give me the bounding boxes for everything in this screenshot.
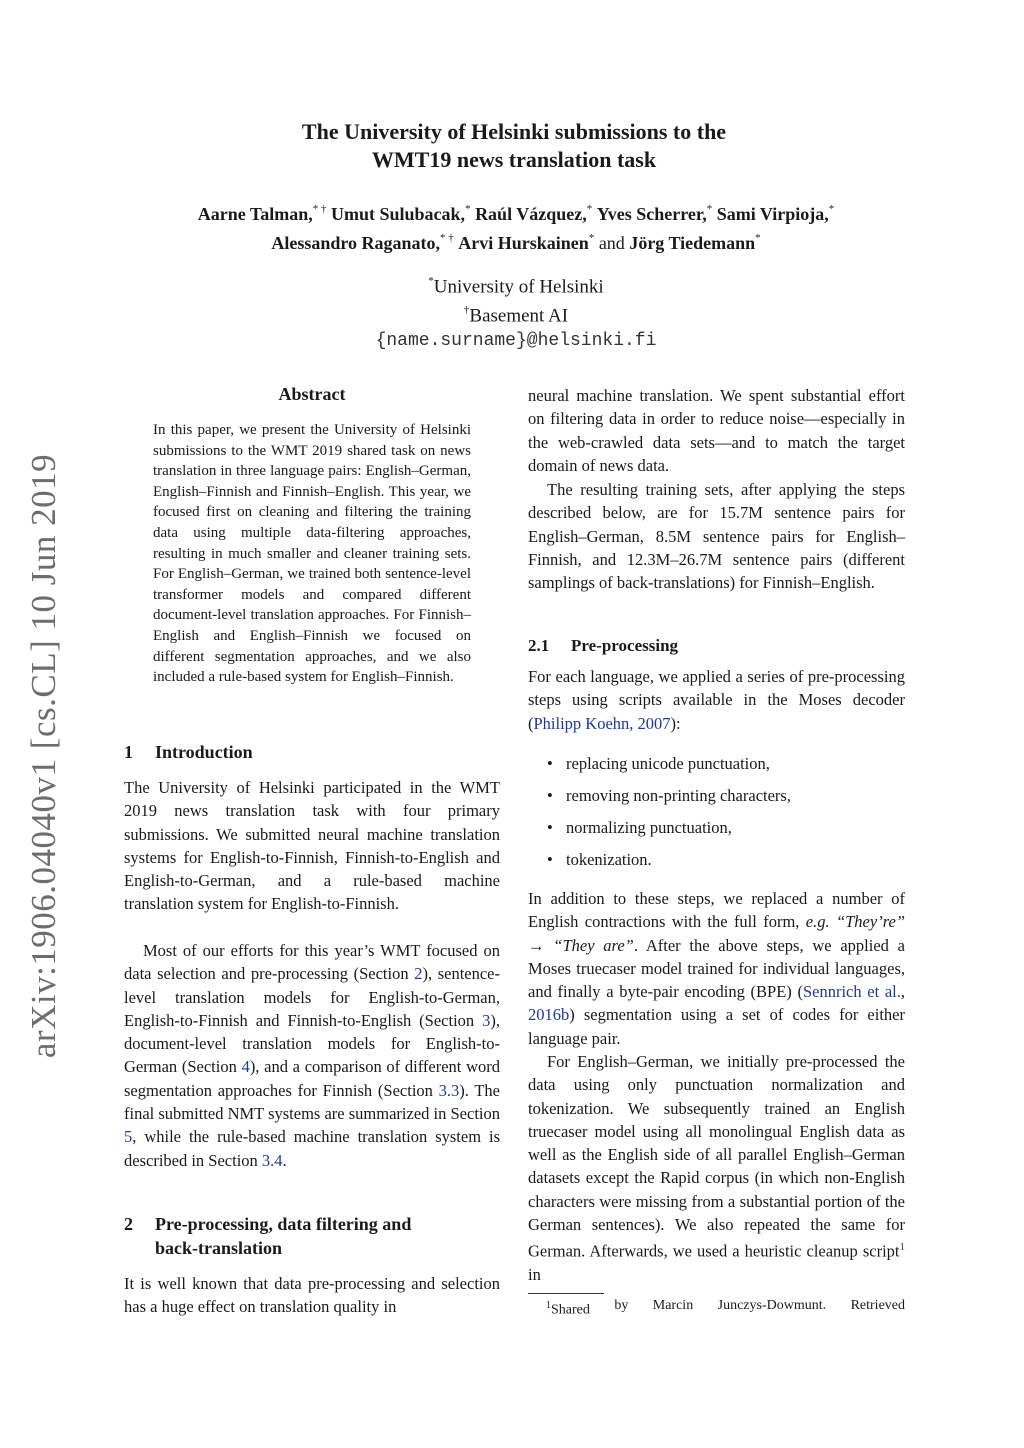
affiliation-mark: * <box>706 203 713 215</box>
text-span: ): <box>670 713 681 733</box>
author-name: Yves Scherrer, <box>596 204 707 224</box>
preprocessing-paragraph-2 <box>528 887 905 1050</box>
text-span: , while the rule-based machine translation system is described in Section <box>124 1127 500 1170</box>
citation-link[interactable]: Philipp Koehn, 2007 <box>533 713 671 733</box>
author-line-1 <box>0 198 1024 227</box>
title-line-1: The University of Helsinki submissions to the <box>301 119 727 144</box>
author-conjunction: and <box>598 233 625 253</box>
affiliation-mark: * <box>755 232 761 244</box>
paper-title <box>0 118 1024 174</box>
section-2-paragraph-1: It is well known that data pre-processing and selection has a huge effect on translation quality in <box>124 1274 500 1317</box>
text-span: ). The final submitted NMT systems are summarized in Section <box>124 1080 500 1124</box>
intro-paragraph-2 <box>124 939 500 1172</box>
affiliation-mark: * † <box>312 203 327 215</box>
section-2-1-heading <box>528 634 905 658</box>
text-span: . <box>282 1150 287 1170</box>
section-ref-link[interactable]: 5 <box>124 1127 133 1147</box>
section-ref-link[interactable]: 3 <box>482 1010 491 1030</box>
text-span: ), and a comparison of different word segmentation approaches for Finnish (Section <box>124 1057 500 1100</box>
list-item: • replacing unicode punctuation, <box>547 748 791 780</box>
text-span: e.g. <box>805 912 830 932</box>
author-name: Umut Sulubacak, <box>331 204 466 224</box>
affiliation-mark: * <box>586 203 593 215</box>
section-title-line-2: back-translation <box>155 1238 283 1258</box>
author-name: Alessandro Raganato, <box>271 233 441 253</box>
intro-paragraph-1: The University of Helsinki participated in the WMT 2019 news translation task with four primary submissions. We submitted neural machine translation systems for English-to-Finnish, Finnish-to-English and English-to-German, and a rule-based machine translation system for English-to-Finnish. <box>124 778 500 914</box>
footnote-word <box>546 1297 590 1320</box>
section-1-heading <box>124 740 500 764</box>
section-ref-link[interactable]: 2 <box>414 964 423 984</box>
citation-link[interactable]: Sennrich et al. <box>802 982 901 1002</box>
text-span: in <box>528 1265 541 1285</box>
author-line-2 <box>0 227 1024 256</box>
preprocessing-paragraph-3 <box>528 1050 905 1286</box>
list-item: • normalizing punctuation, <box>547 812 791 844</box>
footnote-row <box>528 1297 905 1320</box>
footnote-ref-link[interactable]: 1 <box>899 1241 905 1254</box>
list-item: • tokenization. <box>547 844 791 876</box>
abstract-heading: Abstract <box>278 384 346 404</box>
citation-link[interactable]: 2016b <box>528 1005 570 1025</box>
author-name: Jörg Tiedemann <box>629 233 756 253</box>
section-title-line-1: Pre-processing, data filtering and <box>155 1214 412 1234</box>
author-name: Arvi Hurskainen <box>458 233 589 253</box>
footnote-word: Junczys-Dowmunt. <box>717 1298 827 1313</box>
affiliation-2 <box>0 299 1024 328</box>
contact-email[interactable]: {name.surname}@helsinki.fi <box>375 330 657 351</box>
affiliation-mark: * <box>828 203 835 215</box>
quoted-text: “They’re” <box>835 912 906 932</box>
preprocessing-steps-list <box>547 748 791 876</box>
affiliation-name: University of Helsinki <box>433 276 604 298</box>
section-2-paragraph-2: The resulting training sets, after applying the steps described below, are for 15.7M sentence pairs for English–German, 8.5M sentence pairs for English–Finnish, and 12.3M–26.7M sentence pairs (different samplings of back-translations) for Finnish–English. <box>528 480 905 593</box>
section-title: Introduction <box>155 742 253 762</box>
author-name: Aarne Talman, <box>197 204 313 224</box>
list-item: • removing non-printing characters, <box>547 780 791 812</box>
section-number: 2 <box>124 1214 133 1234</box>
section-title: Pre-processing <box>571 636 679 655</box>
affiliation-mark: * † <box>440 232 454 244</box>
affiliation-1 <box>0 270 1024 299</box>
author-name: Raúl Vázquez, <box>475 204 587 224</box>
affiliations <box>0 270 1024 353</box>
text-span: ), document-level translation models for English-to-German (Section <box>124 1010 500 1077</box>
text-span: , <box>900 982 906 1002</box>
text-span: ), sentence-level translation models for English-to-German, English-to-Finnish and Finnish-to-English (Section <box>124 964 500 1030</box>
abstract-text: In this paper, we present the University of Helsinki submissions to the WMT 2019 shared task on news translation in three language pairs: English–German, English–Finnish and Finnish–English. This year, we focused first on cleaning and filtering the training data using multiple data-filtering approaches, resulting in much smaller and cleaner training sets. For English–German, we trained both sentence-level transformer models and compared different document-level translation approaches. For Finnish–English and English–Finnish we focused on different segmentation approaches, and we also included a rule-based system for English–Finnish. <box>153 422 471 686</box>
section-ref-link[interactable]: 4 <box>241 1057 250 1077</box>
section-ref-link[interactable]: 3.4 <box>261 1150 283 1170</box>
affiliation-mark: * <box>428 275 434 287</box>
footnote <box>528 1297 905 1320</box>
author-list <box>0 198 1024 256</box>
preprocessing-paragraph-1 <box>528 665 905 735</box>
text-span: For English–German, we initially pre-processed the data using only punctuation normalization and tokenization. We subsequently trained an English truecaser model using all monolingual English data as well as the English side of all parallel English–German datasets except the Rapid corpus (in which non-English characters were missing from a substantial portion of the German sentences). We also repeated the same for German. Afterwards, we used a heuristic cleanup script <box>528 1052 905 1261</box>
text-span: For each language, we applied a series of pre-processing steps using scripts available in the Moses decoder ( <box>528 667 905 733</box>
arxiv-stamp <box>22 453 66 1059</box>
quoted-text: “They are” <box>553 935 634 955</box>
section-number: 1 <box>124 742 133 762</box>
section-ref-link[interactable]: 3.3 <box>438 1080 460 1100</box>
footnote-word: by <box>614 1298 629 1313</box>
arrow-symbol: → <box>528 935 545 955</box>
footnote-text: Shared <box>551 1302 590 1318</box>
affiliation-name: Basement AI <box>469 305 569 327</box>
arxiv-id: arXiv:1906.04040v1 [cs.CL] 10 Jun 2019 <box>24 453 63 1059</box>
affiliation-mark: † <box>463 304 470 317</box>
affiliation-mark: * <box>465 203 471 215</box>
text-span: In addition to these steps, we replaced a number of English contractions with the full form, <box>528 889 905 932</box>
footnote-word: Retrieved <box>850 1298 905 1313</box>
section-2-heading <box>124 1212 500 1260</box>
section-2-paragraph-1-continued: neural machine translation. We spent substantial effort on filtering data in order to reduce noise—especially in the web-crawled data sets—and to match the target domain of news data. <box>528 386 905 475</box>
text-span: Most of our efforts for this year’s WMT focused on data selection and pre-processing (Section <box>124 941 500 984</box>
footnote-divider <box>528 1293 604 1294</box>
affiliation-mark: * <box>588 232 595 244</box>
author-name: Sami Virpioja, <box>716 204 829 224</box>
footnote-word: Marcin <box>652 1298 694 1313</box>
title-line-2: WMT19 news translation task <box>371 147 657 172</box>
section-number: 2.1 <box>528 636 550 655</box>
text-span: . After the above steps, we applied a Moses truecaser model trained for individual languages, and finally a byte-pair encoding (BPE) ( <box>528 935 906 1002</box>
footnote-mark: 1 <box>546 1300 551 1311</box>
text-span: ) segmentation using a set of codes for either language pair. <box>528 1005 905 1048</box>
